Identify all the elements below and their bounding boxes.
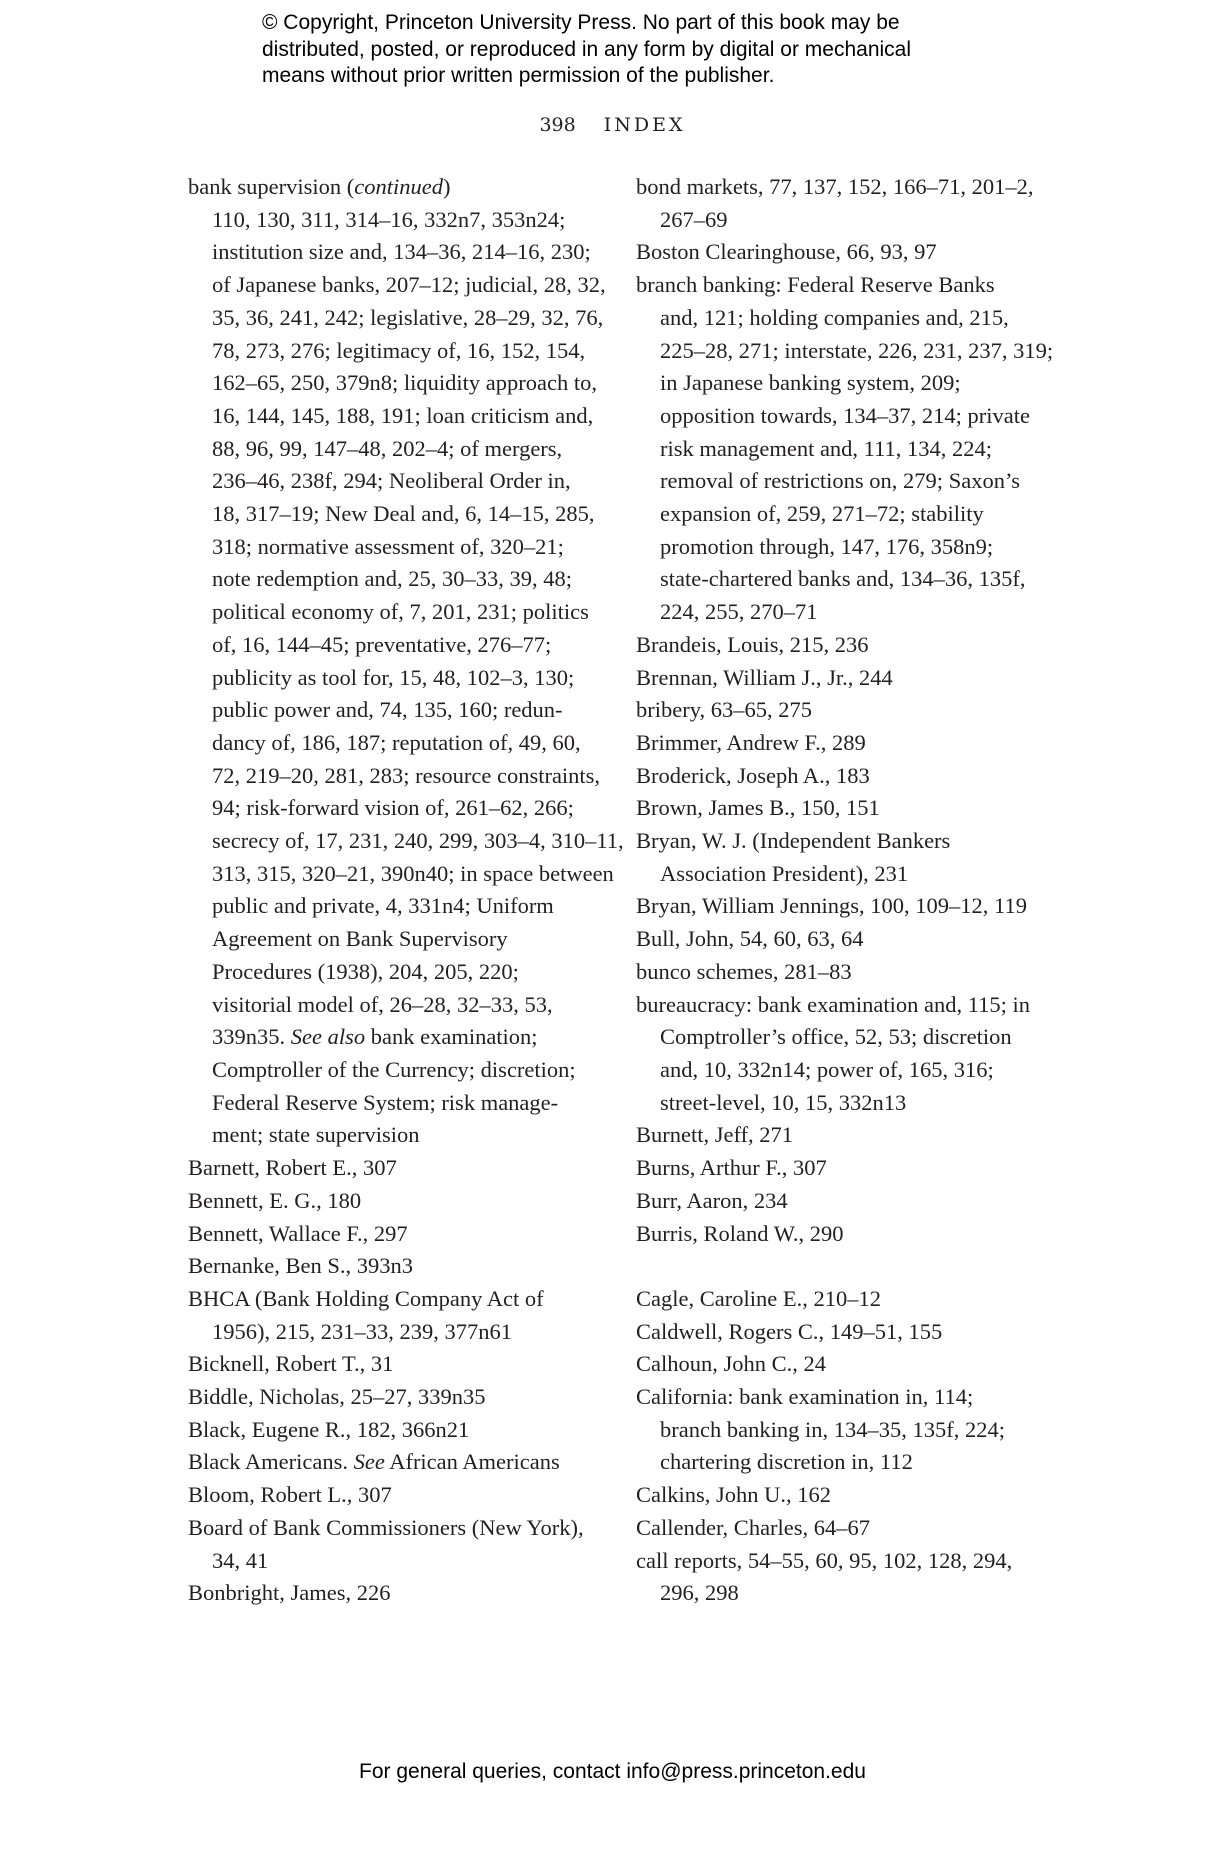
footer-contact: For general queries, contact info@press.princeton.edu (359, 1760, 866, 1783)
entry-line: publicity as tool for, 15, 48, 102–3, 130; (212, 664, 575, 690)
index-entry (636, 825, 1056, 890)
entry-line: 18, 317–19; New Deal and, 6, 14–15, 285, (212, 501, 595, 527)
entry-line: Calhoun, John C., 24 (636, 1351, 827, 1377)
entry-line: risk management and, 111, 134, 224; (660, 435, 993, 461)
index-entry (636, 269, 1056, 629)
entry-line: Bryan, W. J. (Independent Bankers (636, 828, 951, 854)
entry-line: public and private, 4, 331n4; Uniform (212, 893, 554, 919)
entry-line: and, 10, 332n14; power of, 165, 316; (660, 1056, 994, 1082)
index-entry (188, 1479, 608, 1512)
index-entry (636, 1218, 1056, 1251)
index-entry (636, 1479, 1056, 1512)
copyright-line: means without prior written permission of the publisher. (262, 64, 775, 87)
index-entry (188, 1577, 608, 1610)
entry-line: Cagle, Caroline E., 210–12 (636, 1285, 881, 1311)
entry-line: Burr, Aaron, 234 (636, 1187, 788, 1213)
entry-line: BHCA (Bank Holding Company Act of (188, 1285, 544, 1311)
entry-line: public power and, 74, 135, 160; redun- (212, 697, 563, 723)
entry-line: 267–69 (660, 206, 728, 232)
index-entry (188, 1185, 608, 1218)
entry-line: Burnett, Jeff, 271 (636, 1122, 794, 1148)
entry-line: bunco schemes, 281–83 (636, 958, 852, 984)
copyright-line: © Copyright, Princeton University Press. No part of this book may be (262, 11, 900, 34)
entry-line: Broderick, Joseph A., 183 (636, 762, 870, 788)
entry-line: note redemption and, 25, 30–33, 39, 48; (212, 566, 572, 592)
index-entry (636, 629, 1056, 662)
index-column-right (636, 171, 1056, 1610)
entry-line: opposition towards, 134–37, 214; private (660, 402, 1030, 428)
entry-line: Association President), 231 (660, 860, 909, 886)
entry-line: Procedures (1938), 204, 205, 220; (212, 958, 519, 984)
see-target: African Americans (384, 1449, 560, 1475)
entry-line: Barnett, Robert E., 307 (188, 1155, 397, 1181)
entry-line: 224, 255, 270–71 (660, 599, 818, 625)
entry-term: bank supervision ( (188, 174, 355, 199)
entry-term-close: ) (442, 174, 451, 199)
entry-line: Black, Eugene R., 182, 366n21 (188, 1416, 470, 1442)
copyright-notice (262, 10, 1042, 90)
entry-line: 35, 36, 241, 242; legislative, 28–29, 32, 76, (212, 304, 604, 330)
index-entry (636, 1545, 1056, 1610)
see-also-line (212, 1021, 608, 1054)
index-entry (188, 1414, 608, 1447)
see-also-prefix: 339n35. (212, 1024, 291, 1050)
running-head (0, 110, 1225, 140)
section-title: INDEX (603, 114, 686, 136)
entry-line: bureaucracy: bank examination and, 115; in (636, 991, 1031, 1017)
letter-section-gap (636, 1250, 1056, 1283)
index-entries (188, 1479, 608, 1610)
entry-line: bond markets, 77, 137, 152, 166–71, 201–2, (636, 174, 1034, 199)
entry-line: dancy of, 186, 187; reputation of, 49, 60, (212, 729, 581, 755)
entry-line: 78, 273, 276; legitimacy of, 16, 152, 154, (212, 337, 586, 363)
entry-line: 88, 96, 99, 147–48, 202–4; of mergers, (212, 435, 563, 461)
entry-line: Agreement on Bank Supervisory (212, 926, 508, 952)
entry-line: Brown, James B., 150, 151 (636, 795, 880, 821)
index-entry (188, 1283, 608, 1348)
entry-line: 1956), 215, 231–33, 239, 377n61 (212, 1318, 512, 1344)
index-entry (636, 760, 1056, 793)
entry-line: and, 121; holding companies and, 215, (660, 304, 1009, 330)
index-entry (636, 923, 1056, 956)
entry-line: branch banking in, 134–35, 135f, 224; (660, 1416, 1005, 1442)
entry-line: Burris, Roland W., 290 (636, 1220, 844, 1246)
index-entries (636, 1283, 1056, 1610)
copyright-line: distributed, posted, or reproduced in any form by digital or mechanical (262, 37, 912, 61)
index-entry-continued (188, 171, 624, 1152)
entry-line: of, 16, 144–45; preventative, 276–77; (212, 631, 552, 657)
entry-line: 72, 219–20, 281, 283; resource constraints, (212, 762, 601, 788)
index-entries (188, 1152, 608, 1446)
index-entry (636, 1316, 1056, 1349)
index-column-left (188, 171, 624, 1610)
entry-line: Bloom, Robert L., 307 (188, 1482, 392, 1508)
entry-line: Board of Bank Commissioners (New York), (188, 1514, 584, 1540)
entry-line: Comptroller of the Currency; discretion; (212, 1056, 576, 1082)
continued-label: continued (354, 174, 443, 199)
entry-line: in Japanese banking system, 209; (660, 370, 961, 396)
entry-line: 110, 130, 311, 314–16, 332n7, 353n24; (212, 206, 566, 232)
entry-line: Callender, Charles, 64–67 (636, 1514, 871, 1540)
index-entry (636, 727, 1056, 760)
index-entry (636, 1119, 1056, 1152)
entry-line: ment; state supervision (212, 1122, 420, 1148)
index-entry (188, 1348, 608, 1381)
entry-line: Biddle, Nicholas, 25–27, 339n35 (188, 1384, 486, 1410)
entry-line: political economy of, 7, 201, 231; politics (212, 599, 589, 625)
index-entry (636, 989, 1056, 1120)
see-label: See (353, 1449, 385, 1475)
entry-line: removal of restrictions on, 279; Saxon’s (660, 468, 1020, 494)
index-entry (188, 1512, 608, 1577)
entry-line: Bicknell, Robert T., 31 (188, 1351, 394, 1377)
entry-line: 94; risk-forward vision of, 261–62, 266; (212, 795, 574, 821)
entry-line: Bennett, E. G., 180 (188, 1187, 362, 1213)
entry-line: chartering discretion in, 112 (660, 1449, 913, 1475)
index-entry (188, 1152, 608, 1185)
entry-line: promotion through, 147, 176, 358n9; (660, 533, 994, 559)
entry-line: Bennett, Wallace F., 297 (188, 1220, 408, 1246)
index-entry (636, 956, 1056, 989)
index-entry (188, 1250, 608, 1283)
entry-line: Caldwell, Rogers C., 149–51, 155 (636, 1318, 943, 1344)
entry-line: Calkins, John U., 162 (636, 1482, 832, 1508)
entry-line: 225–28, 271; interstate, 226, 231, 237, 319; (660, 337, 1054, 363)
entry-line: street-level, 10, 15, 332n13 (660, 1089, 907, 1115)
entry-line: call reports, 54–55, 60, 95, 102, 128, 294, (636, 1547, 1013, 1573)
index-entry (636, 1152, 1056, 1185)
index-entries (636, 171, 1056, 1250)
index-entry (636, 1381, 1056, 1479)
index-entry (636, 1348, 1056, 1381)
entry-line: 236–46, 238f, 294; Neoliberal Order in, (212, 468, 571, 494)
entry-line: Bryan, William Jennings, 100, 109–12, 119 (636, 893, 1027, 919)
index-entry (636, 1283, 1056, 1316)
entry-line: state-chartered banks and, 134–36, 135f, (660, 566, 1026, 592)
index-entry (636, 662, 1056, 695)
entry-line: secrecy of, 17, 231, 240, 299, 303–4, 310–11, (212, 828, 624, 854)
entry-heading-line (188, 171, 608, 204)
entry-line: expansion of, 259, 271–72; stability (660, 501, 984, 527)
entry-line: 16, 144, 145, 188, 191; loan criticism and, (212, 402, 594, 428)
entry-line: 162–65, 250, 379n8; liquidity approach to, (212, 370, 597, 396)
entry-line: 296, 298 (660, 1580, 739, 1606)
entry-line: visitorial model of, 26–28, 32–33, 53, (212, 991, 553, 1017)
index-entry (636, 1512, 1056, 1545)
entry-line: Brandeis, Louis, 215, 236 (636, 631, 869, 657)
entry-line: 313, 315, 320–21, 390n40; in space between (212, 860, 614, 886)
index-entry (636, 171, 1056, 236)
entry-line: Boston Clearinghouse, 66, 93, 97 (636, 239, 937, 265)
entry-line: Bernanke, Ben S., 393n3 (188, 1253, 413, 1279)
entry-line: Brennan, William J., Jr., 244 (636, 664, 893, 690)
entry-term: Black Americans. (188, 1449, 354, 1475)
index-entry (636, 236, 1056, 269)
entry-line: branch banking: Federal Reserve Banks (636, 272, 995, 298)
entry-line: Bull, John, 54, 60, 63, 64 (636, 926, 864, 952)
index-entry (636, 890, 1056, 923)
index-entry (636, 792, 1056, 825)
index-entry (188, 1218, 608, 1251)
entry-line: Bonbright, James, 226 (188, 1580, 391, 1606)
index-entry (636, 694, 1056, 727)
see-also-label: See also (290, 1024, 366, 1050)
entry-line: Burns, Arthur F., 307 (636, 1155, 827, 1181)
entry-line: Brimmer, Andrew F., 289 (636, 729, 866, 755)
index-entry (188, 1381, 608, 1414)
page-number: 398 (539, 114, 576, 136)
entry-line: Comptroller’s office, 52, 53; discretion (660, 1024, 1012, 1050)
entry-line: California: bank examination in, 114; (636, 1384, 974, 1409)
entry-line: 34, 41 (212, 1547, 269, 1573)
entry-line: of Japanese banks, 207–12; judicial, 28, 32, (212, 272, 606, 298)
see-also-target: bank examination; (365, 1024, 538, 1050)
index-entry (188, 1446, 608, 1479)
entry-line: 318; normative assessment of, 320–21; (212, 533, 564, 559)
entry-line: bribery, 63–65, 275 (636, 697, 813, 723)
index-entry (636, 1185, 1056, 1218)
entry-line: Federal Reserve System; risk manage- (212, 1089, 559, 1115)
see-reference (188, 1446, 608, 1479)
entry-line: institution size and, 134–36, 214–16, 230; (212, 239, 591, 265)
